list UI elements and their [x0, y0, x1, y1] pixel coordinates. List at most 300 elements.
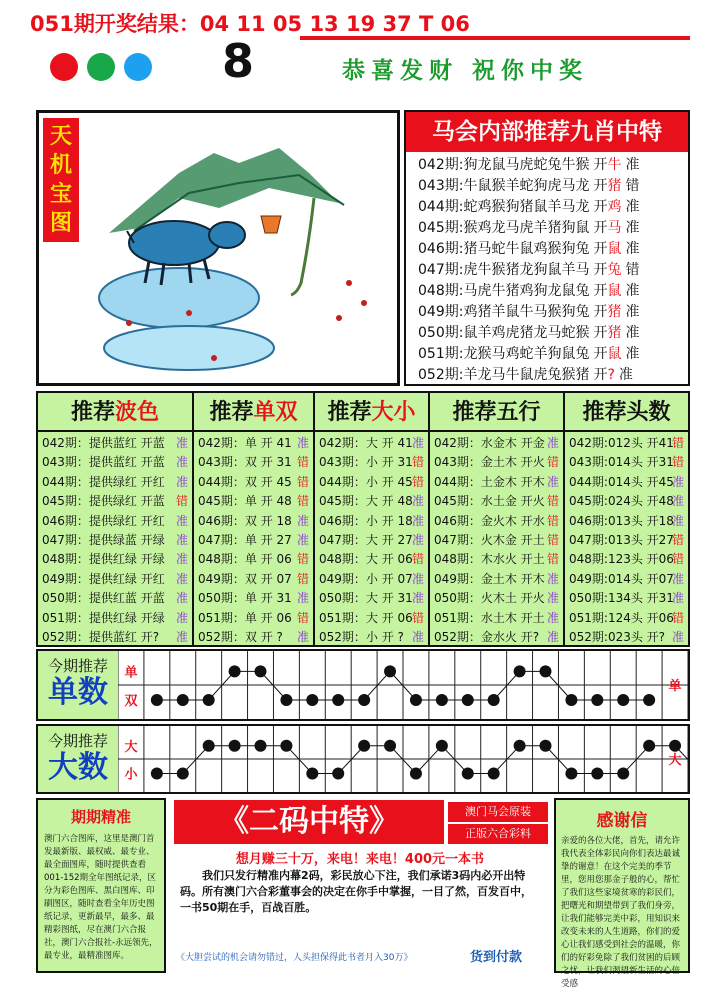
- grid-cell: [434, 570, 559, 589]
- cell-text: 047期：大 开 27: [319, 533, 413, 547]
- cell-text: 050期：单 开 31: [198, 591, 292, 606]
- cell-text: 043期：双 开 31: [198, 455, 292, 470]
- nine-row: [418, 365, 688, 386]
- cell-text: 049期:014头 开07: [569, 571, 674, 586]
- row-period: 049期:: [418, 304, 464, 320]
- grid-header-rule: [36, 430, 690, 432]
- cell-mark: 准: [411, 591, 424, 606]
- pay-note: 货到付款: [470, 950, 523, 965]
- blue-dot: [124, 53, 152, 81]
- cell-mark: 错: [671, 436, 684, 450]
- cell-text: 045期：水土金 开火: [434, 494, 545, 509]
- cell-text: 048期：大 开 06: [319, 552, 413, 567]
- row-result: 鼠: [607, 346, 622, 362]
- thanks-text: 亲爱的各位大佬，首先，请允许我代表全体彩民向你们表达最诚挚的谢意！在这个完美的季节里，您用您那金子般的心，帮忙了我们这些家境贫寒的彩民们，把曙光和期望带到了我们身旁，让我们能够完美中彩，用知识来改变未来的人生道路，你们的爱心让我们感受到社会的温暖，你们的好彩免除了我们贫困的后顾之忧，让我们渴望新生活的心倍受感: [561, 836, 681, 989]
- header-pre: 推荐: [70, 399, 115, 425]
- cell-mark: 准: [671, 630, 684, 644]
- trend-point: [358, 740, 370, 752]
- grid-cell: [198, 609, 309, 628]
- header-pre: 推荐头数: [582, 399, 671, 425]
- cell-mark: 错: [546, 494, 559, 509]
- trend-point: [229, 740, 241, 752]
- row-mark: 错: [625, 262, 640, 278]
- grid-cell: [319, 512, 424, 531]
- row-animals: 狗龙鼠马虎蛇兔牛猴: [463, 157, 590, 173]
- cell-text: 044期：小 开 45: [319, 474, 413, 489]
- trend-point: [462, 694, 474, 706]
- cell-mark: 错: [411, 552, 424, 567]
- cell-mark: 错: [296, 494, 309, 509]
- cell-text: 042期:012头 开41: [569, 436, 674, 450]
- cell-mark: 错: [296, 610, 309, 625]
- trend-point: [540, 740, 552, 752]
- cell-mark: 准: [175, 436, 188, 450]
- row-open: 开: [593, 241, 608, 257]
- trend-point: [306, 694, 318, 706]
- cell-mark: 准: [175, 630, 188, 644]
- grid-cell: [569, 434, 684, 453]
- cell-text: 045期：大 开 48: [319, 494, 413, 509]
- grid-cell: [198, 453, 309, 472]
- cell-text: 044期：提供绿红 开红: [42, 474, 165, 489]
- cell-text: 047期：火木金 开土: [434, 533, 545, 547]
- nine-zodiac-title: 马会内部推荐九肖中特: [406, 112, 688, 152]
- row-period: 042期:: [418, 157, 464, 173]
- green-dot: [87, 53, 115, 81]
- nine-row: [418, 155, 688, 176]
- grid-cell: [198, 550, 309, 569]
- cell-mark: 准: [175, 455, 188, 470]
- trend-point: [151, 768, 163, 780]
- row-mark: 准: [625, 241, 640, 257]
- cell-text: 047期：提供绿蓝 开绿: [42, 533, 165, 547]
- trend-point: [177, 694, 189, 706]
- cell-text: 051期：大 开 06: [319, 610, 413, 625]
- grid-cell: [42, 628, 188, 647]
- grid-cell: [569, 570, 684, 589]
- row-mark: 准: [625, 220, 640, 236]
- trend-top-label: 单: [124, 665, 138, 681]
- cell-text: 048期:123头 开06: [569, 552, 674, 567]
- grid-cell: [319, 492, 424, 511]
- cell-mark: 准: [411, 436, 424, 450]
- cell-text: 051期：单 开 06: [198, 610, 292, 625]
- cell-text: 044期：双 开 45: [198, 474, 292, 489]
- banner-title: 《二码中特》: [174, 800, 444, 844]
- trend-point: [514, 665, 526, 677]
- cell-mark: 准: [175, 474, 188, 489]
- cell-text: 051期：水土木 开土: [434, 610, 545, 625]
- nine-row: [418, 344, 688, 365]
- cell-text: 048期：木水火 开土: [434, 552, 545, 567]
- cell-text: 048期：单 开 06: [198, 552, 292, 567]
- row-period: 050期:: [418, 325, 464, 341]
- row-result: 猪: [607, 304, 622, 320]
- trend-bottom-label: 小: [124, 767, 138, 783]
- grid-cell: [42, 434, 188, 453]
- cell-text: 042期：单 开 41: [198, 436, 292, 450]
- cell-mark: 准: [175, 610, 188, 625]
- grid-cell: [434, 434, 559, 453]
- row-period: 045期:: [418, 220, 464, 236]
- trend-point: [565, 768, 577, 780]
- nine-row: [418, 260, 688, 281]
- grid-cell: [42, 570, 188, 589]
- row-period: 052期:: [418, 367, 464, 383]
- precise-text: 澳门六合图库，这里是澳门首发最新版、最权威、最专业、最全面图库，随时提供查看001-152期全年图纸记录，区分为彩色图库、黑白图库、印刷图区，随时查看全年历史图纸记录，更新最早，最多、最精彩图纸，尽在澳门六合报社，澳门六合报社-永远领先，最专业，最精准图库。: [44, 834, 158, 961]
- cell-text: 042期：提供蓝红 开蓝: [42, 436, 165, 450]
- grid-cell: [569, 453, 684, 472]
- trend-point: [540, 665, 552, 677]
- cell-mark: 错: [671, 455, 684, 470]
- row-period: 046期:: [418, 241, 464, 257]
- trend-point: [151, 694, 163, 706]
- cell-text: 050期:134头 开31: [569, 591, 674, 606]
- bigsmall-trend-chart: [118, 726, 688, 792]
- trend-point: [462, 768, 474, 780]
- cell-mark: 准: [411, 513, 424, 528]
- cell-text: 049期：金土木 开木: [434, 571, 545, 586]
- trend-point: [617, 768, 629, 780]
- header-rule: [300, 36, 690, 40]
- cell-text: 046期：提供绿红 开红: [42, 513, 165, 528]
- cell-mark: 准: [175, 513, 188, 528]
- row-open: 开: [593, 262, 608, 278]
- cell-text: 048期：提供红绿 开绿: [42, 552, 165, 567]
- body-text: 我们只发行精准内幕2码，彩民放心下注，我们承诺3码内必开出特码。所有澳门六合彩董事会的决定在你手中掌握，一目了然，百发百中，一书50期在手，百战百胜。: [180, 869, 532, 914]
- red-dot: [50, 53, 78, 81]
- cell-text: 043期：金土木 开火: [434, 455, 545, 470]
- cell-text: 043期:014头 开31: [569, 455, 674, 470]
- trend-point: [669, 740, 681, 752]
- row-open: 开: [593, 346, 608, 362]
- row-result: 牛: [607, 157, 622, 173]
- row-open: 开: [593, 178, 608, 194]
- grid-header: [38, 395, 192, 429]
- grid-header: [194, 395, 313, 429]
- trend-point: [255, 665, 267, 677]
- row-animals: 鼠羊鸡虎猪龙马蛇猴: [463, 325, 590, 341]
- bigsmall-trend-label: [38, 726, 118, 792]
- cell-mark: 准: [296, 436, 309, 450]
- cell-mark: 准: [546, 630, 559, 644]
- grid-cell: [434, 589, 559, 608]
- grid-cell: [42, 453, 188, 472]
- cell-text: 049期：小 开 07: [319, 571, 413, 586]
- cell-mark: 准: [546, 610, 559, 625]
- trend-point: [488, 768, 500, 780]
- trend-point: [617, 694, 629, 706]
- two-code-panel: [170, 798, 550, 973]
- grid-cell: [198, 473, 309, 492]
- issue-number: 8: [222, 34, 255, 88]
- row-mark: 准: [625, 157, 640, 173]
- trend-point: [643, 740, 655, 752]
- nine-row: [418, 197, 688, 218]
- row-animals: 猪马蛇牛鼠鸡猴狗兔: [463, 241, 590, 257]
- trend-small-label: 今期推荐: [47, 657, 108, 675]
- cell-mark: 准: [175, 571, 188, 586]
- header-highlight: 波色: [115, 399, 160, 425]
- trend-point: [488, 694, 500, 706]
- nine-row: [418, 281, 688, 302]
- row-mark: 准: [625, 304, 640, 320]
- cell-mark: 准: [296, 513, 309, 528]
- nine-row: [418, 302, 688, 323]
- cell-mark: 准: [175, 533, 188, 547]
- grid-cell: [434, 550, 559, 569]
- cell-mark: 错: [671, 552, 684, 567]
- cell-mark: 错: [175, 494, 188, 509]
- cell-text: 052期：金水火 开?: [434, 630, 540, 644]
- grid-cell: [434, 473, 559, 492]
- trend-point: [177, 768, 189, 780]
- cell-mark: 错: [411, 474, 424, 489]
- row-period: 044期:: [418, 199, 464, 215]
- trend-point: [591, 768, 603, 780]
- row-open: 开: [593, 325, 608, 341]
- cell-mark: 错: [411, 610, 424, 625]
- precise-title: 期期精准: [70, 808, 131, 826]
- row-animals: 虎牛猴猪龙狗鼠羊马: [463, 262, 590, 278]
- cell-mark: 错: [546, 455, 559, 470]
- oddeven-trend-chart: [118, 651, 688, 719]
- cell-text: 045期：单 开 48: [198, 494, 292, 509]
- row-open: 开: [593, 304, 608, 320]
- cell-mark: 准: [546, 474, 559, 489]
- grid-cell: [319, 589, 424, 608]
- trend-point: [436, 694, 448, 706]
- banner-side-1: 澳门马会原装: [448, 802, 548, 822]
- grid-cell: [42, 609, 188, 628]
- grid-cell: [569, 512, 684, 531]
- row-period: 048期:: [418, 283, 464, 299]
- grid-cell: [42, 492, 188, 511]
- grid-header: [315, 395, 428, 429]
- cell-text: 047期:013头 开27: [569, 533, 674, 547]
- row-animals: 马虎牛猪鸡狗龙鼠兔: [463, 283, 590, 299]
- row-mark: 准: [625, 346, 640, 362]
- cell-mark: 错: [671, 610, 684, 625]
- cell-mark: 准: [411, 494, 424, 509]
- precise-panel: [36, 798, 166, 973]
- cell-text: 045期:024头 开48: [569, 494, 674, 509]
- row-animals: 羊龙马牛鼠虎兔猴猪: [463, 367, 590, 383]
- row-result: 猪: [607, 325, 622, 341]
- grid-cell: [319, 550, 424, 569]
- row-period: 047期:: [418, 262, 464, 278]
- cell-mark: 准: [546, 436, 559, 450]
- slogan: 恭喜发财 祝你中奖: [342, 57, 589, 84]
- grid-cell: [569, 473, 684, 492]
- cell-mark: 准: [411, 571, 424, 586]
- cell-text: 046期：小 开 18: [319, 513, 413, 528]
- cell-mark: 准: [411, 533, 424, 547]
- grid-cell: [198, 589, 309, 608]
- grid-cell: [42, 589, 188, 608]
- trend-point: [591, 694, 603, 706]
- cell-text: 046期：双 开 18: [198, 513, 292, 528]
- cell-mark: 准: [671, 571, 684, 586]
- cell-text: 050期：提供红蓝 开蓝: [42, 591, 165, 606]
- grid-cell: [569, 609, 684, 628]
- cell-mark: 准: [671, 591, 684, 606]
- cell-mark: 准: [671, 474, 684, 489]
- trend-point: [332, 768, 344, 780]
- footer-note: 《大胆尝试的机会请勿错过，人头担保得此书者月入30万》: [176, 953, 413, 963]
- row-mark: 准: [625, 325, 640, 341]
- trend-point: [514, 740, 526, 752]
- grid-cell: [434, 512, 559, 531]
- banner-side-2: 正版六合彩料: [448, 824, 548, 844]
- row-open: 开: [593, 283, 608, 299]
- row-open: 开: [593, 157, 608, 173]
- trend-point: [255, 740, 267, 752]
- grid-cell: [319, 628, 424, 647]
- grid-cell: [42, 531, 188, 550]
- grid-cell: [198, 492, 309, 511]
- trend-top-label: 大: [124, 739, 138, 755]
- nine-row: [418, 176, 688, 197]
- cell-text: 046期：金火木 开水: [434, 513, 545, 528]
- row-mark: 准: [618, 367, 633, 383]
- grid-cell: [434, 453, 559, 472]
- header-pre: 推荐五行: [452, 399, 541, 425]
- cell-mark: 错: [411, 455, 424, 470]
- trend-point: [203, 694, 215, 706]
- cell-text: 052期：小 开 ?: [319, 630, 404, 644]
- cell-text: 049期：提供红绿 开红: [42, 571, 165, 586]
- grid-cell: [434, 531, 559, 550]
- cell-mark: 准: [411, 630, 424, 644]
- grid-cell: [42, 473, 188, 492]
- grid-cell: [198, 434, 309, 453]
- row-mark: 准: [625, 199, 640, 215]
- cell-text: 050期：大 开 31: [319, 591, 413, 606]
- trend-small-label: 今期推荐: [47, 732, 108, 750]
- trend-point: [306, 768, 318, 780]
- cell-mark: 准: [546, 571, 559, 586]
- row-result: ?: [607, 367, 615, 383]
- cell-mark: 准: [546, 591, 559, 606]
- header-highlight: 单双: [253, 399, 298, 425]
- cell-mark: 错: [296, 571, 309, 586]
- grid-cell: [569, 531, 684, 550]
- promo-line: 想月赚三十万，来电！来电！400元一本书: [235, 852, 485, 867]
- trend-bottom-label: 双: [124, 693, 138, 709]
- grid-header: [565, 395, 688, 429]
- header-pre: 推荐: [327, 399, 372, 425]
- cell-text: 044期:014头 开45: [569, 474, 674, 489]
- cell-text: 052期:023头 开?: [569, 630, 666, 644]
- cell-text: 047期：单 开 27: [198, 533, 292, 547]
- cell-mark: 错: [546, 533, 559, 547]
- cell-mark: 错: [296, 474, 309, 489]
- grid-header: [430, 395, 563, 429]
- grid-cell: [569, 589, 684, 608]
- row-result: 鼠: [607, 241, 622, 257]
- cell-text: 052期：提供蓝红 开?: [42, 630, 160, 644]
- trend-end-label: 单: [668, 679, 682, 694]
- row-open: 开: [593, 199, 608, 215]
- trend-point: [229, 665, 241, 677]
- grid-cell: [198, 628, 309, 647]
- trend-point: [436, 740, 448, 752]
- row-animals: 鸡猪羊鼠牛马猴狗兔: [463, 304, 590, 320]
- cell-mark: 错: [671, 533, 684, 547]
- cell-text: 042期：大 开 41: [319, 436, 413, 450]
- grid-cell: [42, 512, 188, 531]
- nine-row: [418, 323, 688, 344]
- cell-mark: 准: [296, 533, 309, 547]
- grid-cell: [319, 473, 424, 492]
- cell-mark: 错: [546, 513, 559, 528]
- cell-mark: 错: [296, 552, 309, 567]
- trend-big-label: 大数: [48, 750, 108, 785]
- row-animals: 猴鸡龙马虎羊猪狗鼠: [463, 220, 590, 236]
- trend-big-label: 单数: [48, 675, 108, 710]
- header-highlight: 大小: [371, 399, 416, 425]
- row-period: 051期:: [418, 346, 464, 362]
- row-result: 马: [607, 220, 622, 236]
- grid-cell: [569, 628, 684, 647]
- row-open: 开: [593, 220, 608, 236]
- row-result: 兔: [607, 262, 622, 278]
- row-result: 鸡: [607, 199, 622, 215]
- cell-text: 042期：水金木 开金: [434, 436, 545, 450]
- cell-text: 050期：火木土 开火: [434, 591, 545, 606]
- cell-text: 049期：双 开 07: [198, 571, 292, 586]
- cell-text: 045期：提供绿红 开蓝: [42, 494, 165, 509]
- trend-point: [384, 665, 396, 677]
- grid-cell: [42, 550, 188, 569]
- cell-mark: 错: [296, 455, 309, 470]
- cell-mark: 准: [296, 591, 309, 606]
- nine-row: [418, 239, 688, 260]
- row-animals: 蛇鸡猴狗猪鼠羊马龙: [463, 199, 590, 215]
- picture-label: 天机宝图: [43, 118, 79, 242]
- trend-point: [565, 694, 577, 706]
- oddeven-trend-label: [38, 651, 118, 719]
- row-open: 开: [593, 367, 608, 383]
- trend-point: [332, 694, 344, 706]
- grid-cell: [319, 531, 424, 550]
- trend-point: [280, 694, 292, 706]
- trend-end-label: 大: [668, 753, 682, 768]
- cell-text: 051期:124头 开06: [569, 610, 674, 625]
- thanks-panel: [554, 798, 690, 989]
- cell-mark: 错: [546, 552, 559, 567]
- cell-mark: 准: [175, 591, 188, 606]
- treasure-picture: [36, 110, 400, 386]
- thanks-title: 感谢信: [596, 811, 648, 831]
- cell-text: 043期：小 开 31: [319, 455, 413, 470]
- row-period: 043期:: [418, 178, 464, 194]
- row-mark: 准: [625, 283, 640, 299]
- grid-cell: [434, 628, 559, 647]
- result-title: 051期开奖结果：04 11 05 13 19 37 T 06: [30, 12, 470, 36]
- grid-cell: [198, 531, 309, 550]
- trend-point: [384, 740, 396, 752]
- grid-cell: [198, 512, 309, 531]
- trend-point: [358, 694, 370, 706]
- row-result: 鼠: [607, 283, 622, 299]
- cell-text: 044期：土金木 开木: [434, 474, 545, 489]
- cell-mark: 准: [296, 630, 309, 644]
- row-animals: 龙猴马鸡蛇羊狗鼠兔: [463, 346, 590, 362]
- trend-point: [410, 694, 422, 706]
- cell-text: 052期：双 开 ?: [198, 630, 283, 644]
